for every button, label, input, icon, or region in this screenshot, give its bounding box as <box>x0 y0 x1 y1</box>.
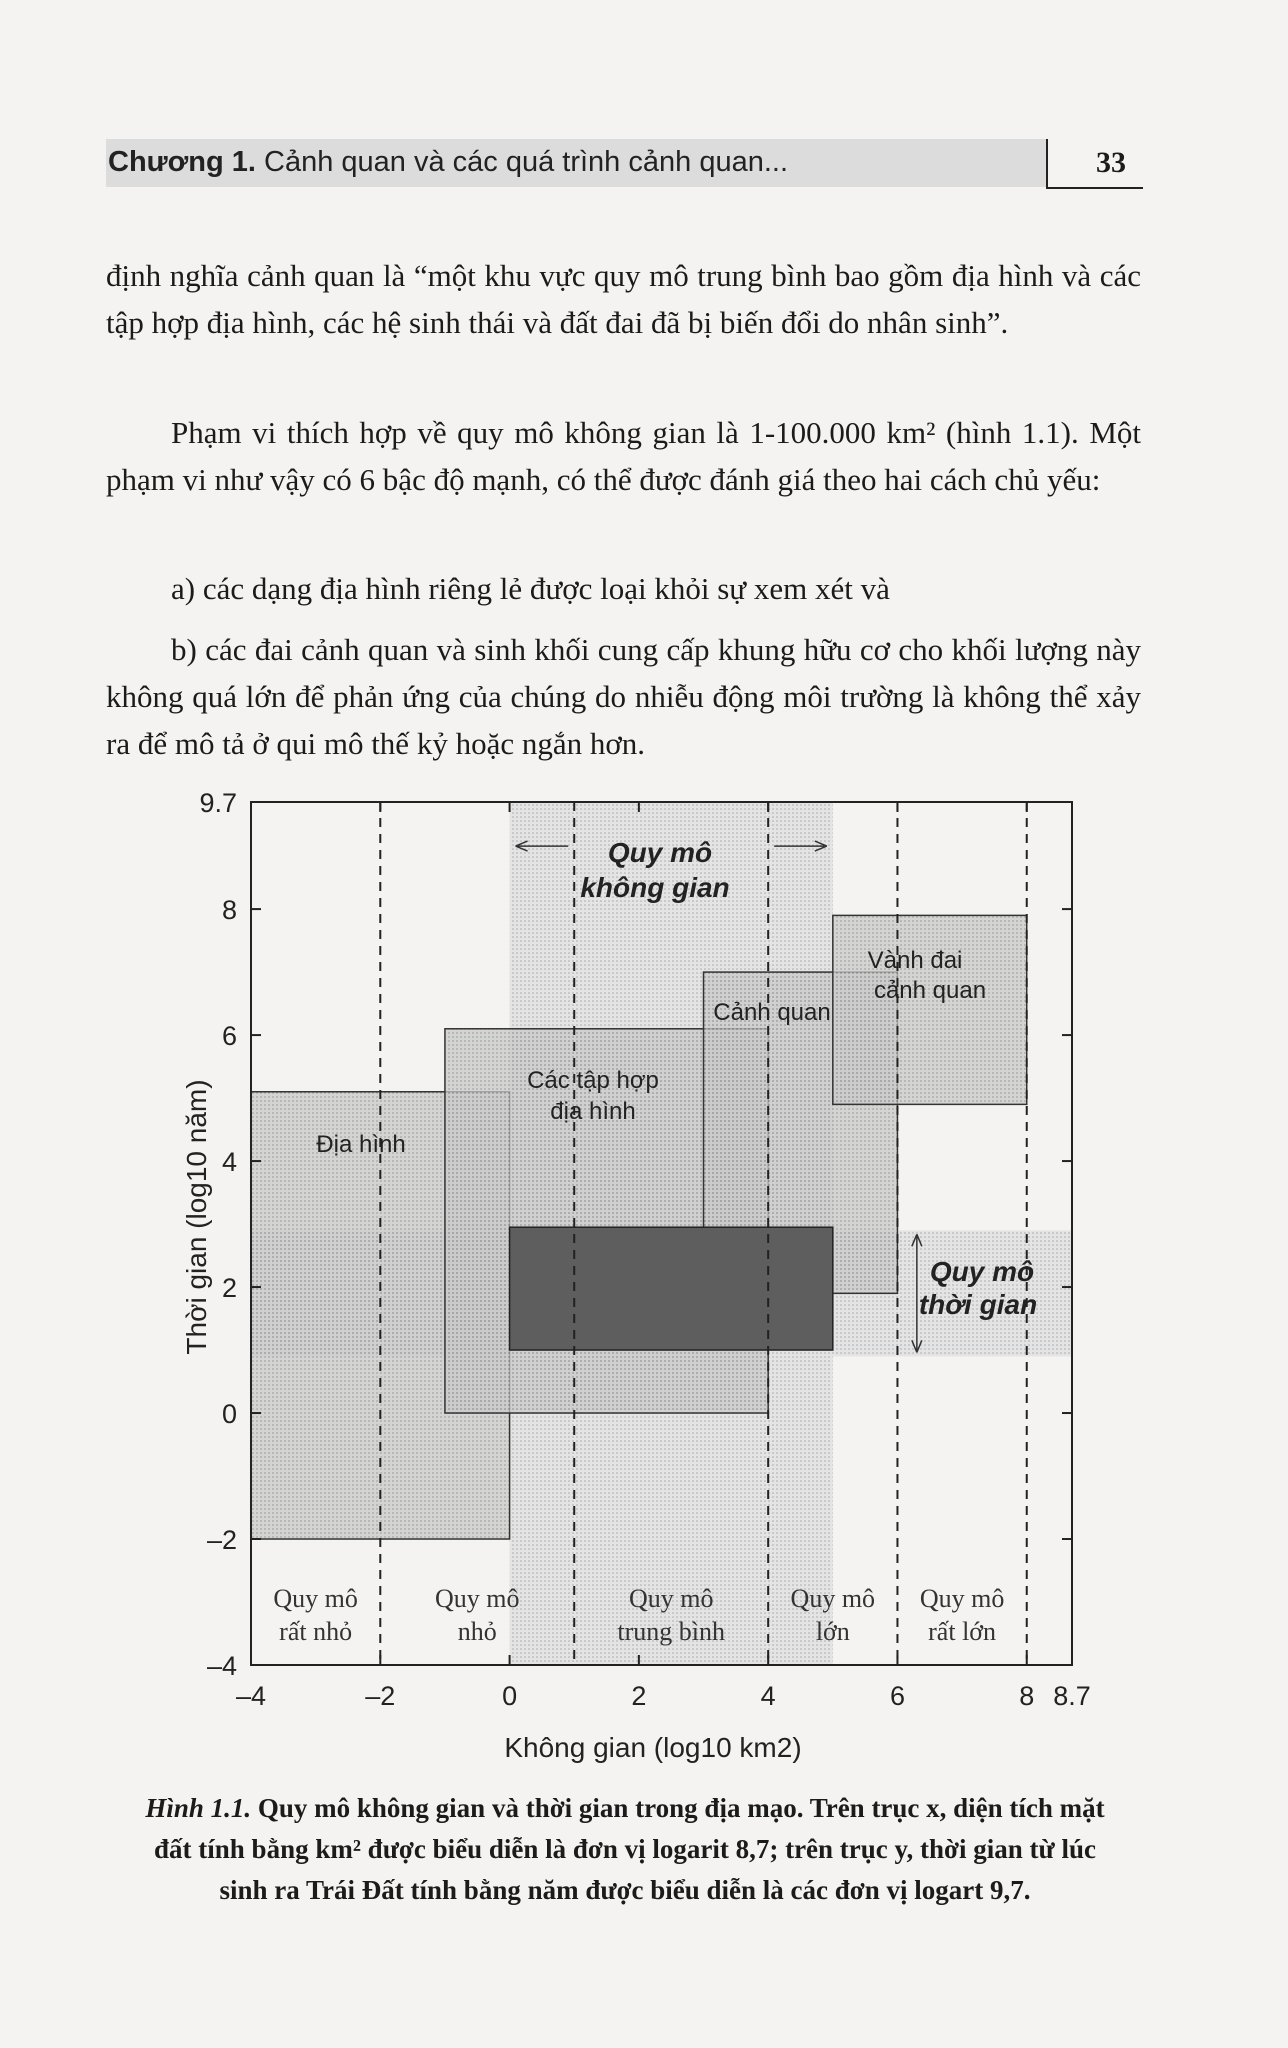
y-tick-label: 4 <box>221 1147 237 1178</box>
label-vanh-dai-1: Vành đai <box>867 947 963 974</box>
label-canh-quan: Cảnh quan <box>713 999 831 1026</box>
label-temporal-scale-1: Quy mô <box>929 1256 1035 1287</box>
caption-text: Quy mô không gian và thời gian trong địa mạo. Trên trục x, diện tích mặt đất tính bằng km² được biểu diễn là đơn vị logarit 8,7; trên trục y, thời gian từ lúc sinh ra Trái Đất tính bằng năm được biểu diễn là các đơn vị logart 9,7. <box>154 1793 1105 1905</box>
scale-intersection-box <box>510 1227 833 1350</box>
scale-class-label-line2: nhỏ <box>457 1617 497 1646</box>
caption-label: Hình 1.1. <box>145 1793 252 1823</box>
scale-class-label-line1: Quy mô <box>435 1584 520 1613</box>
chapter-label: Chương 1. <box>108 146 256 178</box>
range-box-4 <box>833 915 1027 1104</box>
y-tick-label: 2 <box>221 1273 237 1304</box>
paragraph-1: định nghĩa cảnh quan là “một khu vực quy mô trung bình bao gồm địa hình và các tập hợp địa hình, các hệ sinh thái và đất đai đã bị biến đổi do nhân sinh”. <box>106 258 1141 340</box>
scale-class-label-line1: Quy mô <box>628 1584 714 1613</box>
y-tick-label: 8 <box>221 895 237 926</box>
label-dia-hinh: Địa hình <box>316 1131 406 1158</box>
label-spatial-scale-1: Quy mô <box>607 837 713 868</box>
label-tap-hop-2: địa hình <box>550 1098 636 1125</box>
y-tick-label: 0 <box>221 1399 237 1430</box>
list-item-b: b) các đai cảnh quan và sinh khối cung cấp khung hữu cơ cho khối lượng này không quá lớn để phản ứng của chúng do nhiễu động môi trường là không thể xảy ra để mô tả ở qui mô thế kỷ hoặc ngắn hơn. <box>106 632 1141 761</box>
x-tick-label: 8 <box>1019 1681 1035 1711</box>
scale-class-label-line2: rất lớn <box>928 1617 997 1646</box>
label-temporal-scale-2: thời gian <box>918 1289 1038 1320</box>
y-tick-label: 9.7 <box>199 788 237 818</box>
x-tick-label: –2 <box>365 1681 396 1711</box>
chapter-title: Cảnh quan và các quá trình cảnh quan... <box>264 146 788 178</box>
scale-class-label-line1: Quy mô <box>273 1584 358 1613</box>
x-tick-label: 6 <box>889 1681 905 1711</box>
scale-class-label-line1: Quy mô <box>790 1584 876 1613</box>
x-tick-label: 4 <box>760 1681 776 1711</box>
label-vanh-dai-2: cảnh quan <box>873 977 987 1004</box>
scale-class-label-line2: lớn <box>815 1617 850 1646</box>
label-spatial-scale-2: không gian <box>580 872 730 903</box>
paragraph-2: Phạm vi thích hợp về quy mô không gian là 1-100.000 km² (hình 1.1). Một phạm vi như vậy có 6 bậc độ mạnh, có thể được đánh giá theo hai cách chủ yếu: <box>106 415 1141 497</box>
y-tick-label: 6 <box>221 1021 237 1052</box>
y-axis-title: Thời gian (log10 năm) <box>181 1079 212 1355</box>
x-tick-label: 2 <box>631 1681 647 1711</box>
label-tap-hop-1: Các tập hợp <box>527 1067 659 1094</box>
x-tick-label: –4 <box>235 1681 267 1711</box>
scale-class-label-line2: trung bình <box>617 1617 726 1646</box>
list-item-a: a) các dạng địa hình riêng lẻ được loại khỏi sự xem xét và <box>171 571 890 606</box>
figure-caption <box>130 1788 1120 1911</box>
page-number: 33 <box>1096 146 1126 179</box>
scale-class-label-line2: rất nhỏ <box>279 1617 353 1646</box>
y-tick-label: –4 <box>206 1651 237 1681</box>
x-axis-title: Không gian (log10 km2) <box>504 1732 802 1763</box>
x-tick-label: 8.7 <box>1053 1681 1091 1711</box>
scale-class-label-line1: Quy mô <box>919 1584 1005 1613</box>
y-tick-label: –2 <box>206 1525 237 1556</box>
x-tick-label: 0 <box>502 1681 518 1711</box>
